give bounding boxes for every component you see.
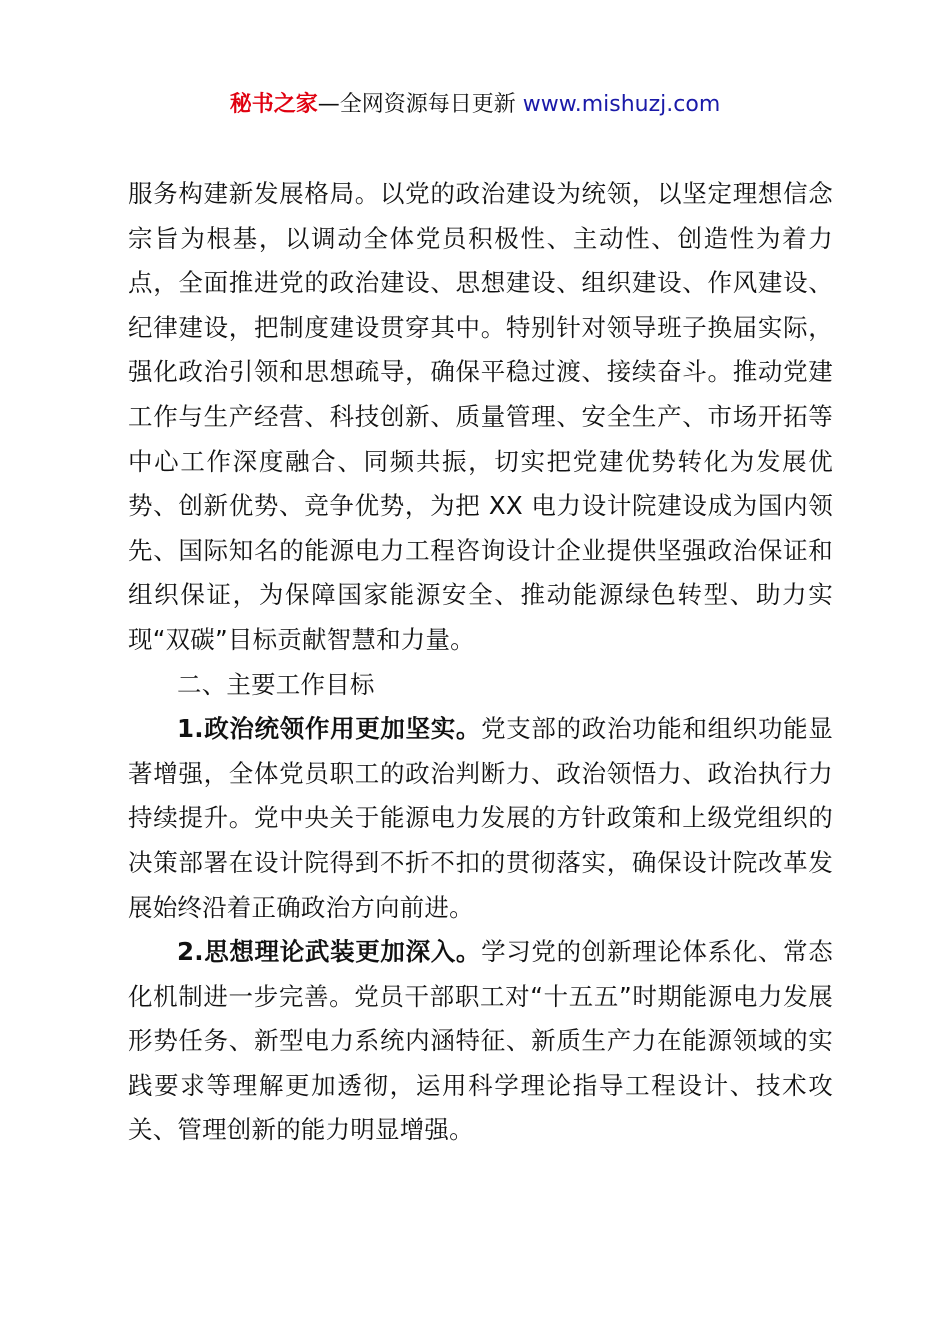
site-url-link[interactable]: www.mishuzj.com: [522, 92, 721, 117]
header-tagline: —全网资源每日更新: [317, 92, 523, 117]
paragraph-intro: 服务构建新发展格局。以党的政治建设为统领，以坚定理想信念宗旨为根基，以调动全体党员积极性、主动性、创造性为着力点，全面推进党的政治建设、思想建设、组织建设、作风建设、纪律建设，把制度建设贯穿其中。特别针对领导班子换届实际，强化政治引领和思想疏导，确保平稳过渡、接续奋斗。推动党建工作与生产经营、科技创新、质量管理、安全生产、市场开拓等中心工作深度融合、同频共振，切实把党建优势转化为发展优势、创新优势、竞争优势，为把 XX 电力设计院建设成为国内领先、国际知名的能源电力工程咨询设计企业提供坚强政治保证和组织保证，为保障国家能源安全、推动能源绿色转型、助力实现“双碳”目标贡献智慧和力量。: [128, 179, 833, 654]
goal-1-text: 党支部的政治功能和组织功能显著增强，全体党员职工的政治判断力、政治领悟力、政治执行力持续提升。党中央关于能源电力发展的方针政策和上级党组织的决策部署在设计院得到不折不扣的贯彻落实，确保设计院改革发展始终沿着正确政治方向前进。: [128, 714, 833, 922]
brand-name: 秘书之家: [229, 92, 318, 117]
paragraph-goal-1: [128, 707, 833, 930]
section-heading: 二、主要工作目标: [177, 669, 375, 699]
goal-1-lead: 1.政治统领作用更加坚实。: [177, 714, 482, 744]
goal-2-text: 学习党的创新理论体系化、常态化机制进一步完善。党员干部职工对“十五五”时期能源电力发展形势任务、新型电力系统内涵特征、新质生产力在能源领域的实践要求等理解更加透彻，运用科学理论指导工程设计、技术攻关、管理创新的能力明显增强。: [128, 937, 833, 1145]
paragraph-goal-2: [128, 930, 833, 1153]
goal-2-lead: 2.思想理论武装更加深入。: [177, 937, 482, 967]
site-header: [0, 88, 950, 122]
document-body: [128, 172, 833, 1153]
